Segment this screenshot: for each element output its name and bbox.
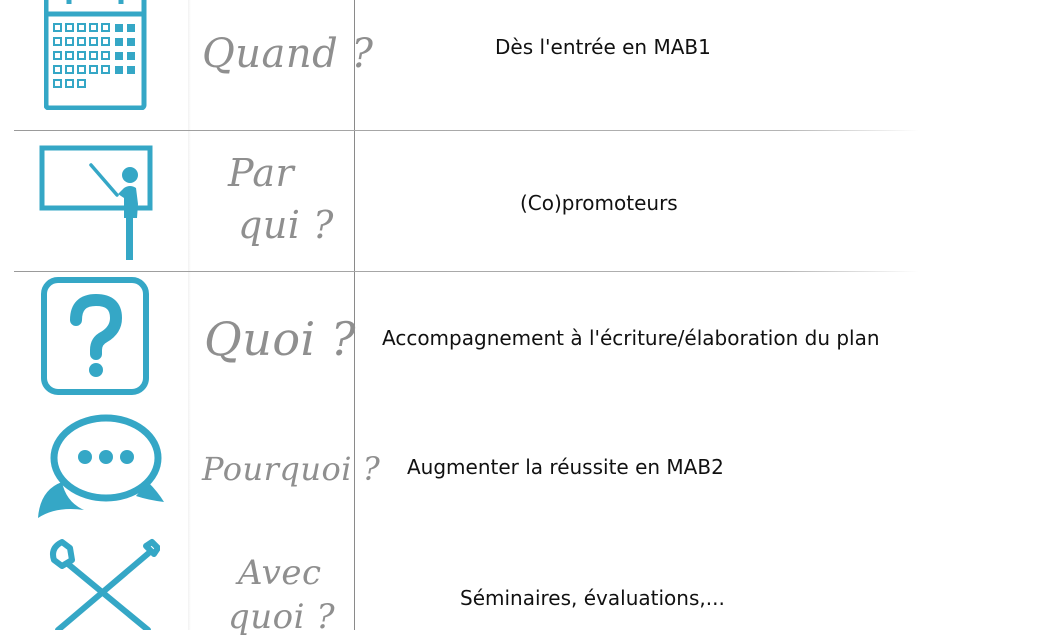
- answer-avec-quoi: Séminaires, évaluations,...: [460, 586, 725, 610]
- question-par-qui-line2: qui ?: [238, 203, 334, 247]
- question-quand: Quand ?: [202, 31, 374, 77]
- speech-bubbles-icon: [36, 410, 166, 522]
- row-divider: [14, 271, 919, 272]
- answer-quoi: Accompagnement à l'écriture/élaboration du plan: [382, 326, 880, 350]
- row-divider: [14, 130, 919, 131]
- teacher-at-board-icon: [38, 142, 156, 262]
- answer-par-qui: (Co)promoteurs: [520, 191, 678, 215]
- question-pourquoi: Pourquoi ?: [202, 450, 381, 488]
- column-shadow: [188, 0, 191, 630]
- question-avec-quoi-line2: quoi ?: [228, 597, 336, 637]
- calendar-icon: [44, 0, 148, 110]
- question-mark-icon: [40, 276, 150, 396]
- answer-pourquoi: Augmenter la réussite en MAB2: [407, 455, 724, 479]
- answer-quand: Dès l'entrée en MAB1: [495, 35, 711, 59]
- question-quoi: Quoi ?: [204, 312, 357, 366]
- tools-icon: [48, 538, 160, 630]
- question-avec-quoi-line1: Avec: [238, 553, 322, 593]
- question-par-qui-line1: Par: [228, 151, 295, 195]
